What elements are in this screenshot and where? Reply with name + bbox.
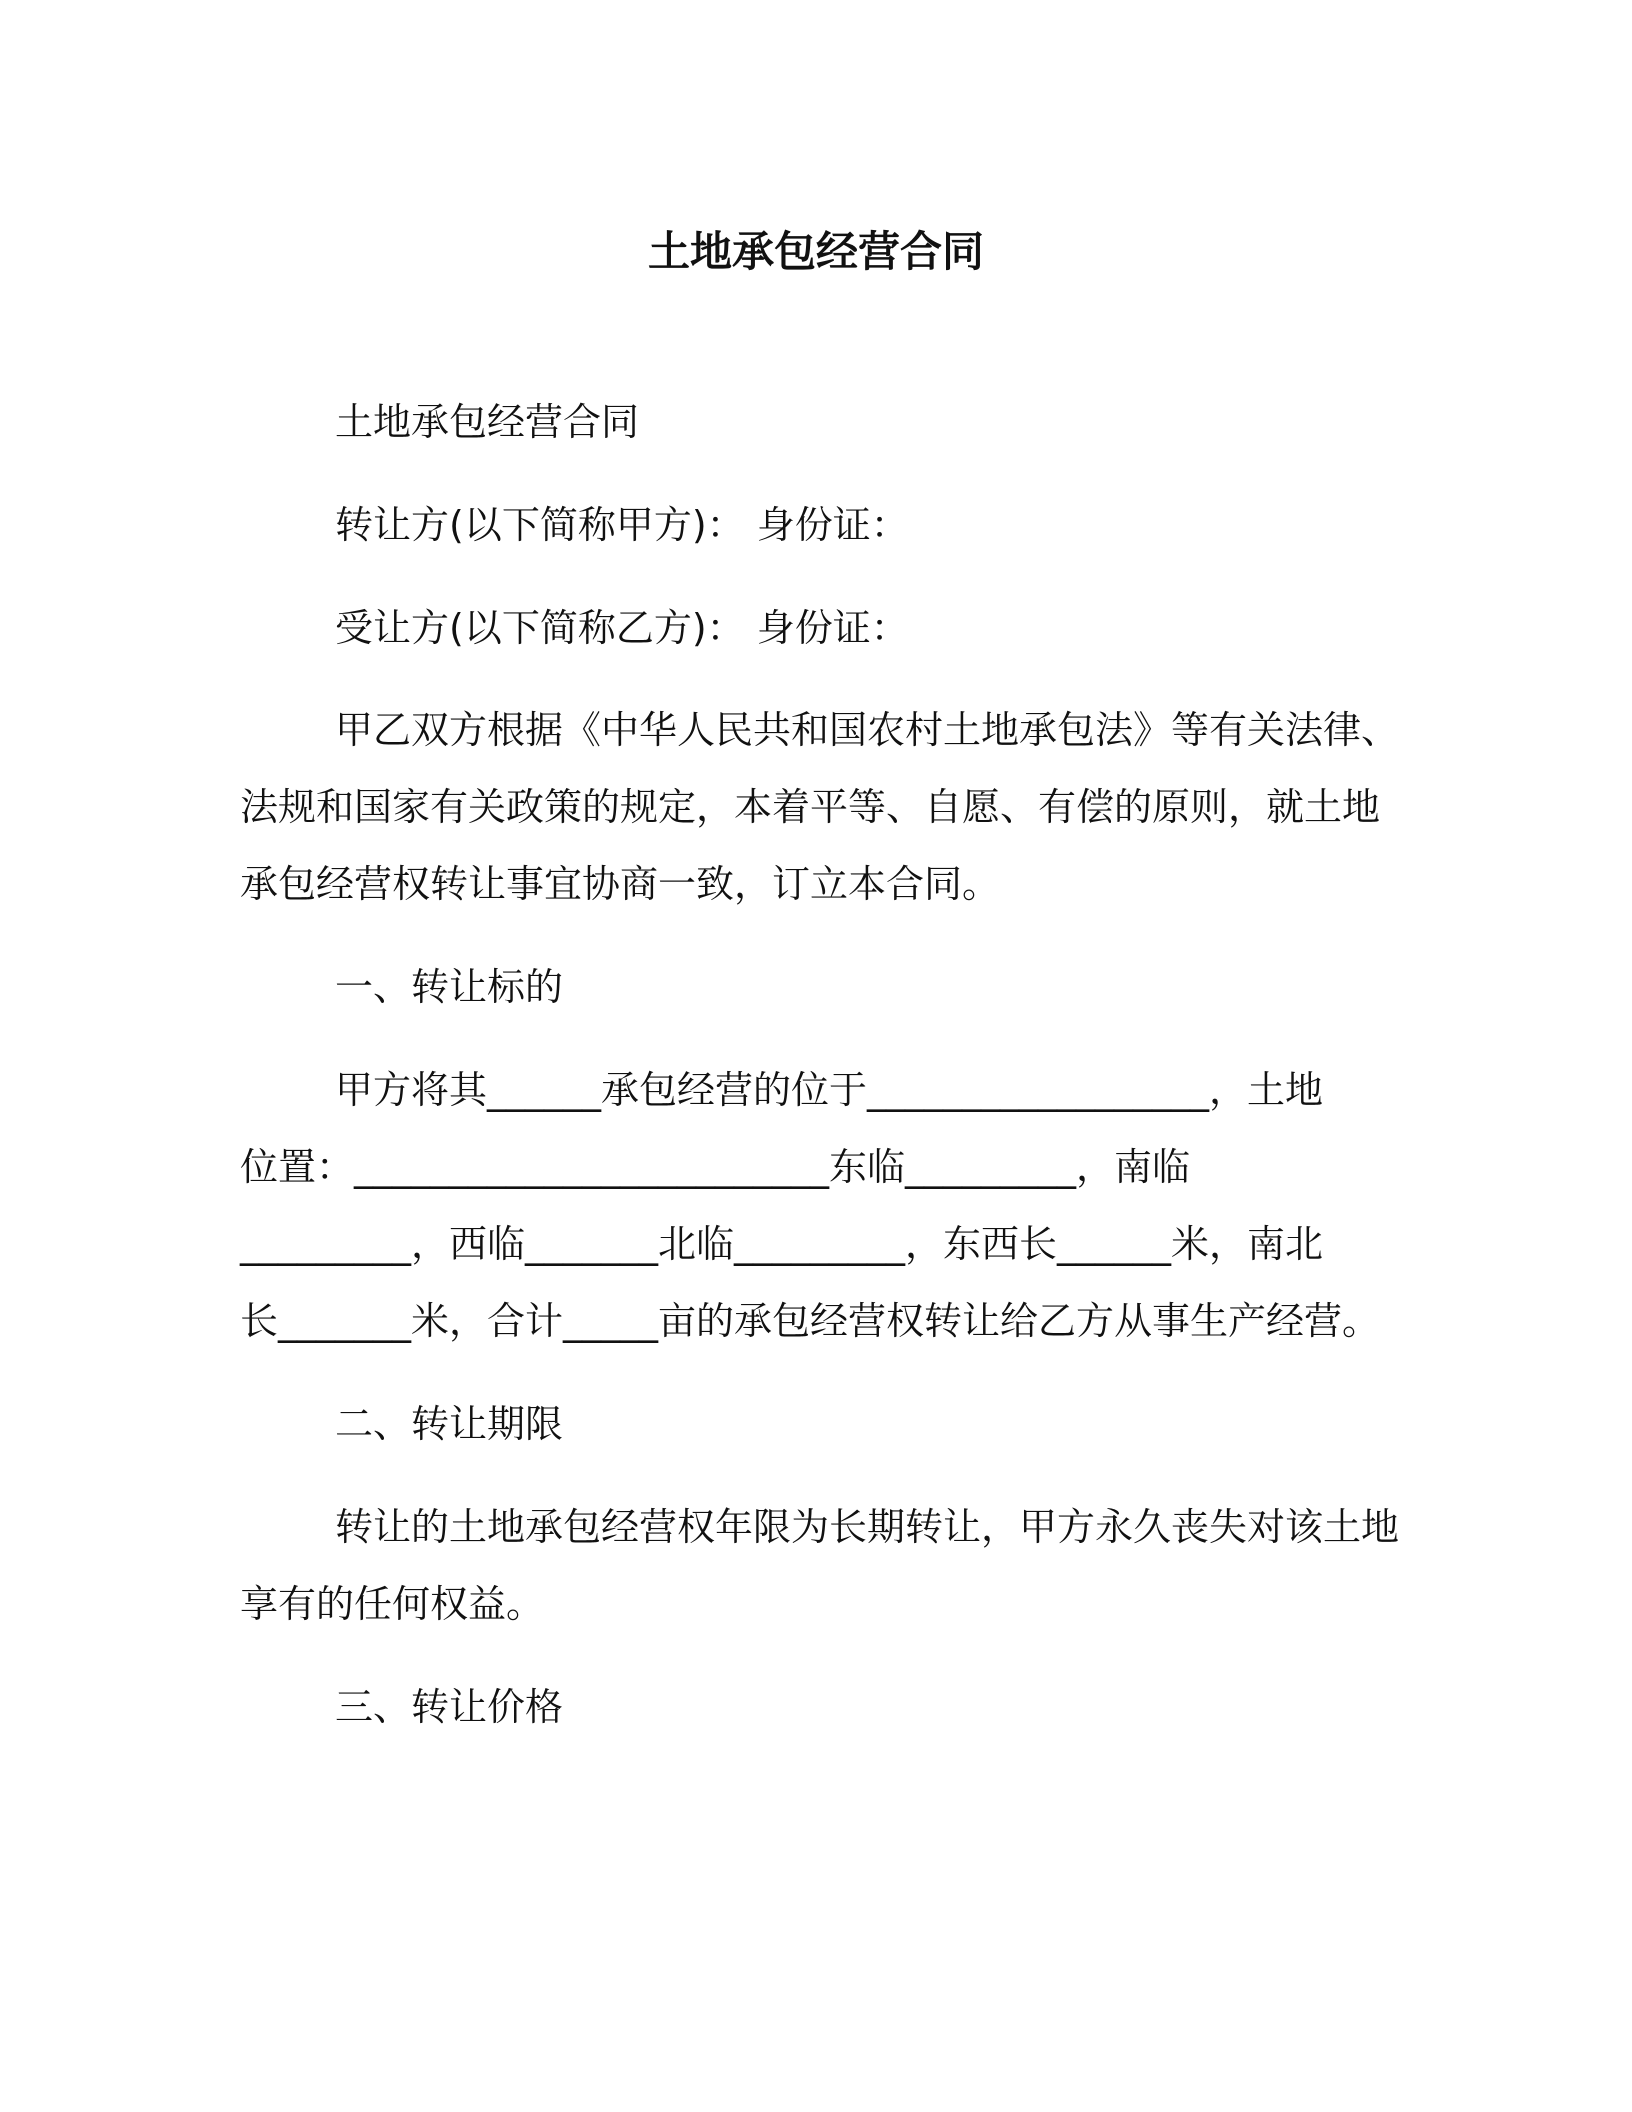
section3-heading: 三、转让价格 <box>335 1685 564 1729</box>
preamble-line-1: 甲乙双方根据《中华人民共和国农村土地承包法》等有关法律、 <box>335 708 1400 752</box>
section1-heading: 一、转让标的 <box>335 965 564 1009</box>
section2-line-2: 享有的任何权益。 <box>240 1582 545 1626</box>
preamble-line-2: 法规和国家有关政策的规定，本着平等、自愿、有偿的原则，就土地 <box>240 785 1381 829</box>
section1-line-3: _________，西临_______北临_________，东西长______米，南北 <box>240 1222 1324 1266</box>
section1-line-1: 甲方将其______承包经营的位于__________________，土地 <box>335 1068 1324 1112</box>
document-title: 土地承包经营合同 <box>647 227 984 276</box>
section2-line-1: 转让的土地承包经营权年限为长期转让，甲方永久丧失对该土地 <box>335 1505 1400 1549</box>
section1-line-4: 长_______米，合计_____亩的承包经营权转让给乙方从事生产经营。 <box>240 1299 1381 1343</box>
section2-heading: 二、转让期限 <box>335 1402 564 1446</box>
preamble-line-3: 承包经营权转让事宜协商一致，订立本合同。 <box>240 862 1001 906</box>
section1-line-2: 位置：_________________________东临_________，南临 <box>240 1145 1191 1189</box>
transferor-line: 转让方(以下简称甲方)： 身份证： <box>335 503 909 547</box>
transferee-line: 受让方(以下简称乙方)： 身份证： <box>335 606 909 650</box>
subtitle: 土地承包经营合同 <box>335 400 640 444</box>
